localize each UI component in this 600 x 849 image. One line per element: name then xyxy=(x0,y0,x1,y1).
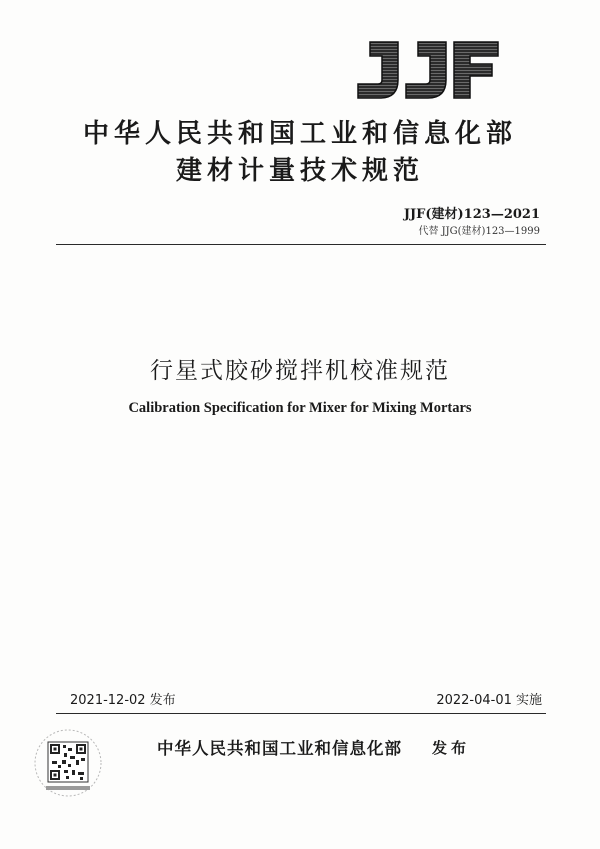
document-title-english: Calibration Specification for Mixer for Mixing Mortars xyxy=(128,400,472,416)
replaced-standard: 代替 JJG(建材)123—1999 xyxy=(418,226,540,237)
issue-date: 2021-12-02 发布 xyxy=(70,693,176,708)
qr-code-icon xyxy=(28,728,108,798)
standard-number: JJF(建材)123—2021 xyxy=(403,207,540,222)
publish-label: 发布 xyxy=(432,739,471,757)
document-title-chinese: 行星式胶砂搅拌机校准规范 xyxy=(150,358,450,384)
bottom-divider xyxy=(56,713,546,714)
top-divider xyxy=(56,244,546,245)
issuing-authority: 中华人民共和国工业和信息化部 xyxy=(157,739,402,758)
implementation-date: 2022-04-01 实施 xyxy=(436,693,542,708)
ministry-title: 中华人民共和国工业和信息化部 xyxy=(82,119,517,149)
jjf-logo-icon xyxy=(352,40,502,100)
specification-series-title: 建材计量技术规范 xyxy=(175,156,424,186)
